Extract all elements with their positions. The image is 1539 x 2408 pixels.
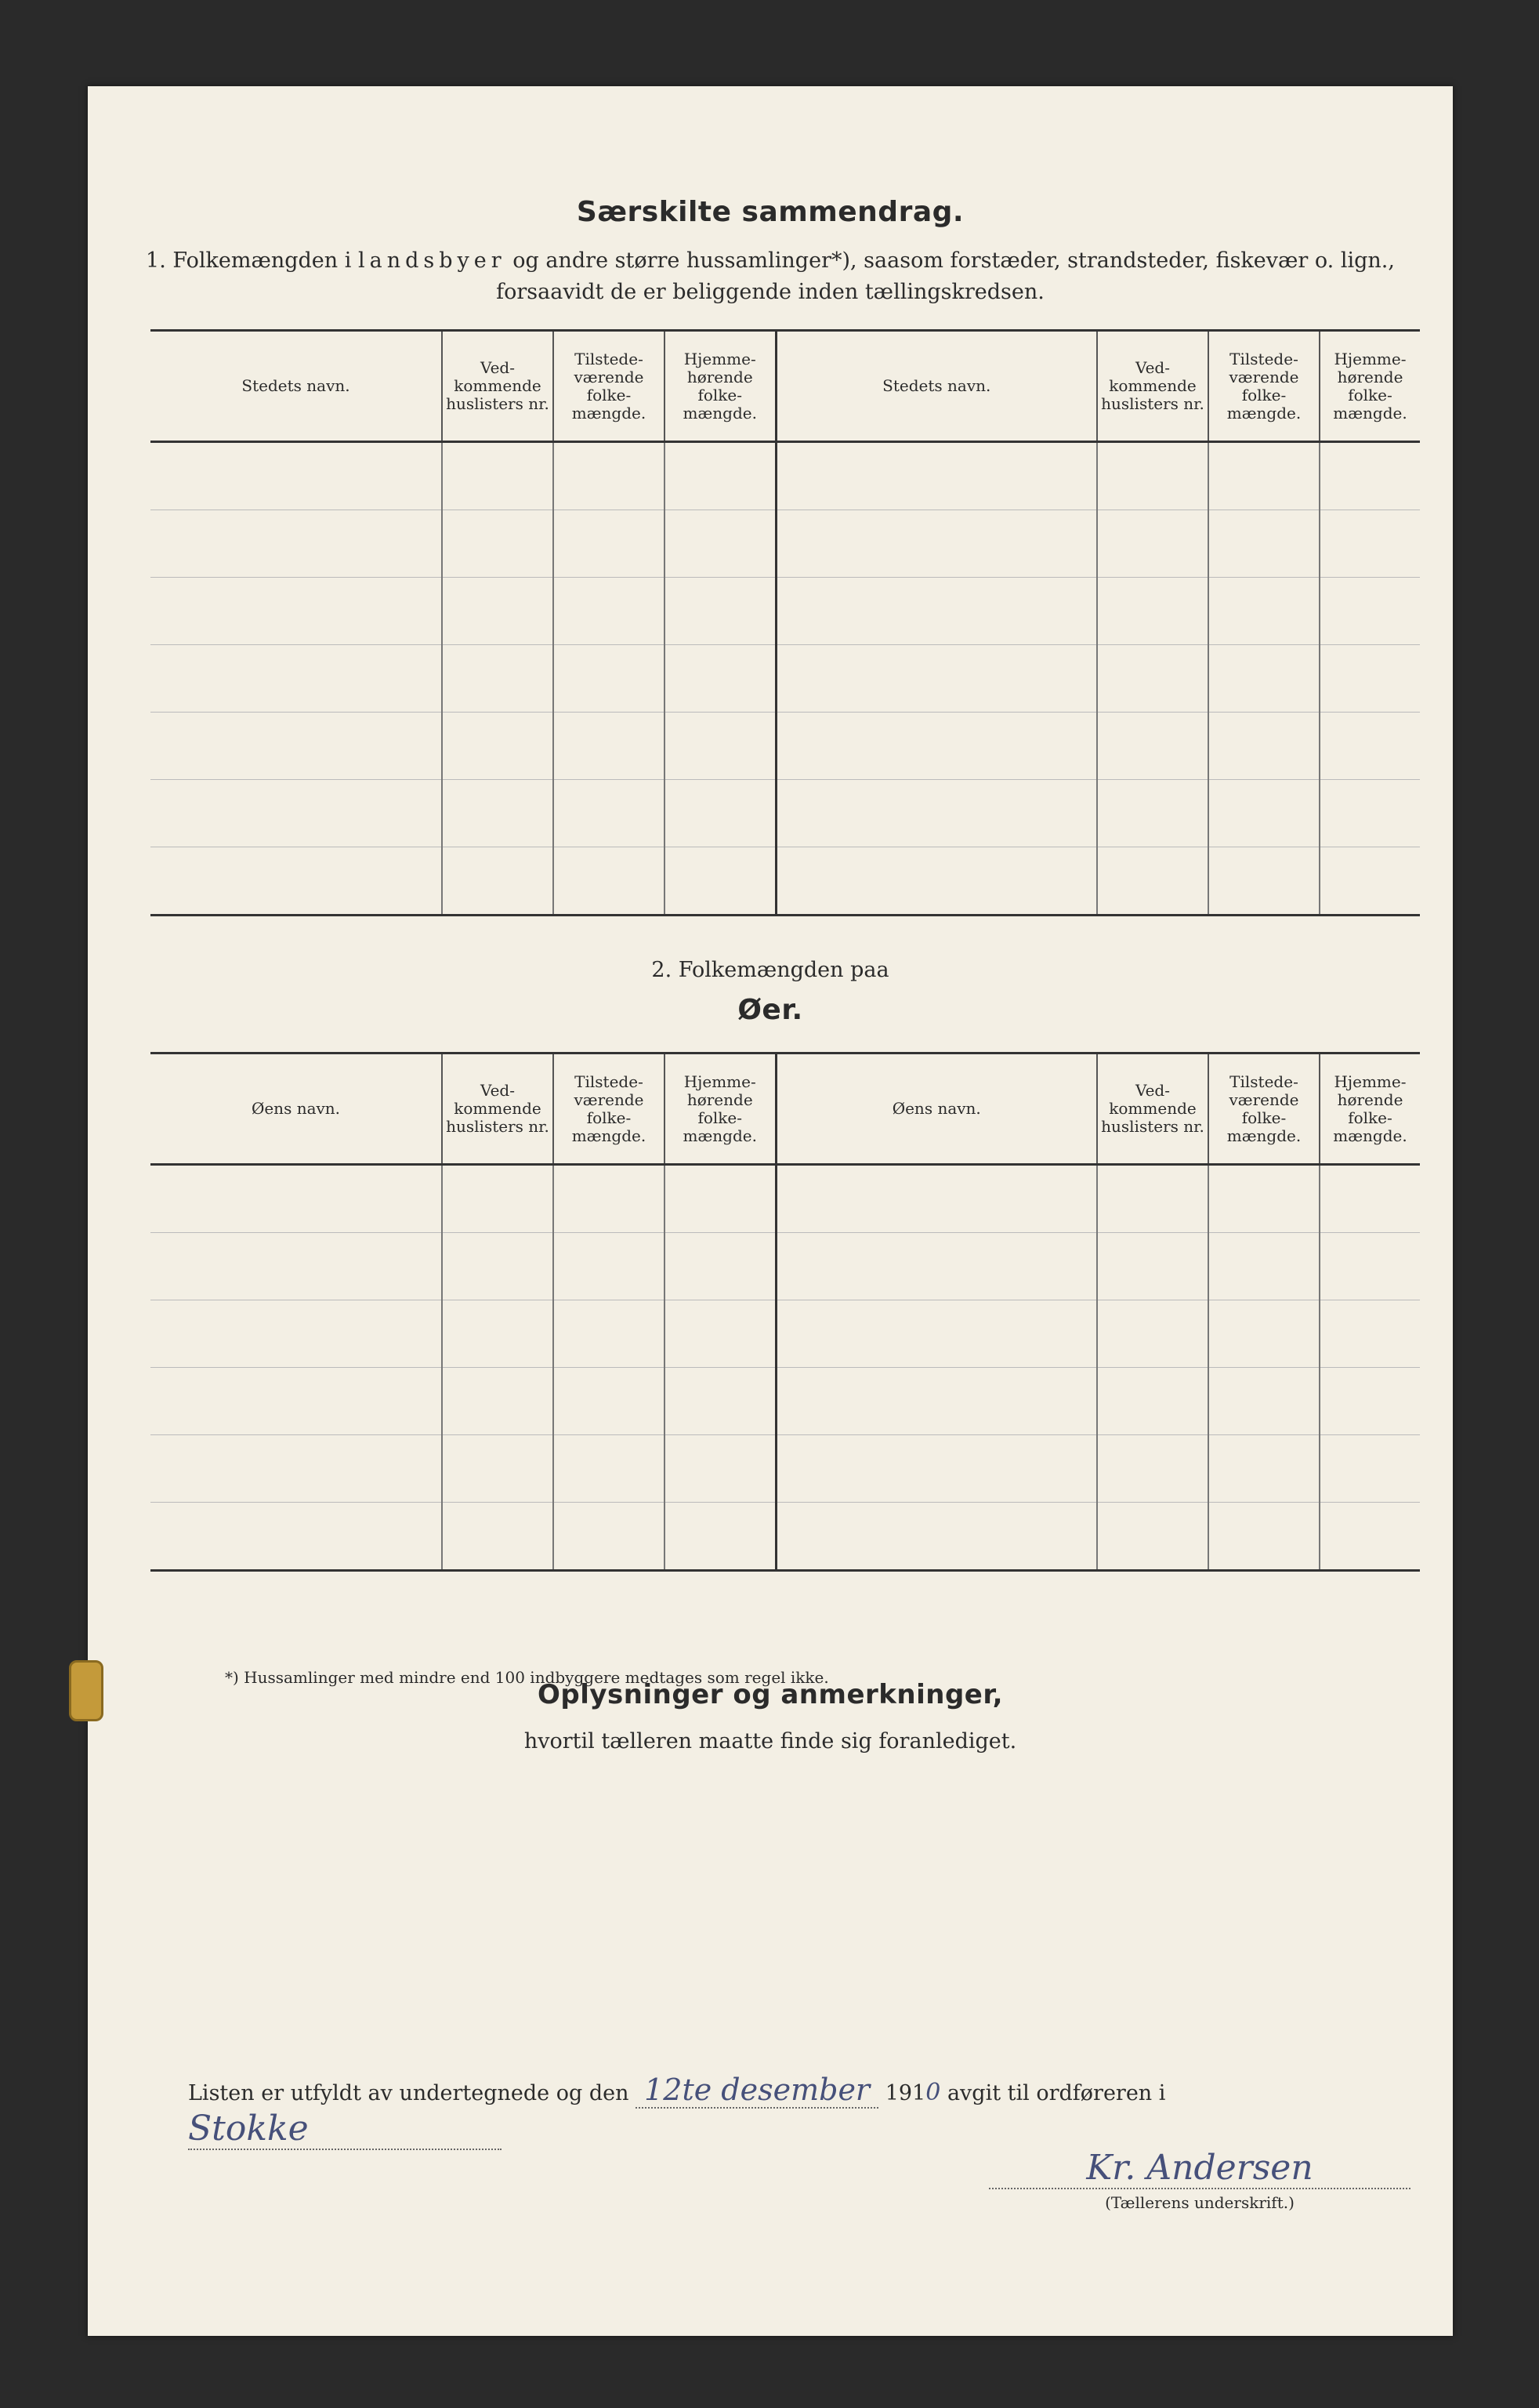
- table-row: [150, 1368, 1420, 1435]
- census-form-page: [88, 86, 1453, 2336]
- statement-prefix: Listen er utfyldt av undertegnede og den: [188, 2081, 629, 2105]
- section1-intro-b: og andre større hussamlinger*), saasom forstæder, strandsteder, fiskevær o. lign.,: [512, 248, 1395, 273]
- date-field: [636, 2073, 878, 2109]
- section1-title: Særskilte sammendrag.: [576, 196, 965, 228]
- col-resident-2: Hjemme-hørende folke-mængde.: [1320, 331, 1420, 442]
- col-resident: Hjemme-hørende folke-mængde.: [664, 1054, 776, 1165]
- section2-intro: 2. Folkemængden paa: [651, 958, 889, 982]
- section1-intro-a: 1. Folkemængden i: [146, 248, 352, 273]
- section1-intro-spaced: landsbyer: [357, 248, 506, 273]
- islands-table: [150, 1052, 1420, 1572]
- date-handwritten: 12te desember: [644, 2073, 871, 2107]
- table-row: [150, 1233, 1420, 1300]
- place-field: [188, 2109, 502, 2150]
- col-list-nr-2: Ved-kommende huslisters nr.: [1097, 1054, 1208, 1165]
- col-island-name: Øens navn.: [150, 1054, 442, 1165]
- col-place-name: Stedets navn.: [150, 331, 442, 442]
- table-row: [150, 510, 1420, 578]
- table-header-row: [150, 331, 1420, 442]
- signer-handwritten: Kr. Andersen: [1086, 2148, 1313, 2188]
- table-header-row: [150, 1054, 1420, 1165]
- table-row: [150, 1165, 1420, 1233]
- table-row: [150, 645, 1420, 713]
- settlements-table: [150, 329, 1420, 916]
- section2-title: Øer.: [737, 994, 803, 1026]
- table-row: [150, 578, 1420, 645]
- binder-clip: [69, 1660, 103, 1721]
- col-island-name-2: Øens navn.: [776, 1054, 1097, 1165]
- table-row: [150, 1503, 1420, 1571]
- col-present-2: Tilstede-værende folke-mængde.: [1208, 331, 1320, 442]
- remarks-subtitle: hvortil tælleren maatte finde sig foranlediget.: [523, 1729, 1017, 1753]
- col-present: Tilstede-værende folke-mængde.: [553, 1054, 664, 1165]
- col-present-2: Tilstede-værende folke-mængde.: [1208, 1054, 1320, 1165]
- col-resident: Hjemme-hørende folke-mængde.: [664, 331, 776, 442]
- signer-caption: (Tællerens underskrift.): [1105, 2193, 1295, 2212]
- completion-statement: [188, 2073, 1395, 2150]
- footnote: *) Hussamlinger med mindre end 100 indbyggere medtages som regel ikke.: [225, 1668, 829, 1687]
- col-list-nr-2: Ved-kommende huslisters nr.: [1097, 331, 1208, 442]
- table-row: [150, 780, 1420, 847]
- col-place-name-2: Stedets navn.: [776, 331, 1097, 442]
- signature-field: [989, 2148, 1410, 2189]
- section1-intro-line1: [88, 248, 1453, 273]
- year-handwritten: 0: [925, 2079, 941, 2106]
- table-row: [150, 442, 1420, 510]
- statement-mid: avgit til ordføreren i: [947, 2081, 1166, 2105]
- table-row: [150, 1300, 1420, 1368]
- table-row: [150, 1435, 1420, 1503]
- place-handwritten: Stokke: [188, 2109, 309, 2149]
- col-list-nr: Ved-kommende huslisters nr.: [442, 1054, 553, 1165]
- col-present: Tilstede-værende folke-mængde.: [553, 331, 664, 442]
- section1-intro-line2: forsaavidt de er beliggende inden tællingskredsen.: [496, 280, 1045, 304]
- col-list-nr: Ved-kommende huslisters nr.: [442, 331, 553, 442]
- table-row: [150, 847, 1420, 916]
- table-row: [150, 713, 1420, 780]
- col-resident-2: Hjemme-hørende folke-mængde.: [1320, 1054, 1420, 1165]
- remarks-title: Oplysninger og anmerkninger,: [537, 1679, 1004, 1710]
- year-printed: 191: [885, 2081, 926, 2105]
